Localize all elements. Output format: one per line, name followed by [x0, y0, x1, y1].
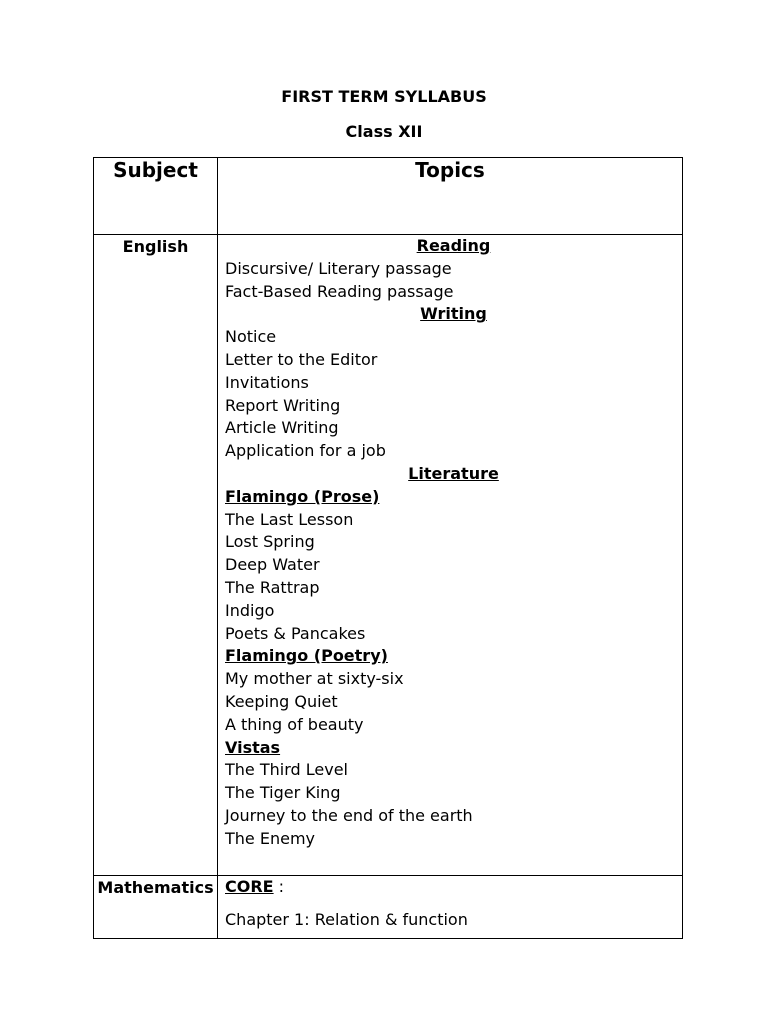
table-row-english: [94, 235, 683, 876]
list-item: Letter to the Editor: [225, 349, 378, 369]
subject-cell-mathematics: Mathematics: [94, 875, 218, 938]
core-suffix: :: [273, 876, 285, 896]
list-item: Chapter 1: Relation & function: [225, 909, 468, 929]
list-item: Deep Water: [225, 555, 320, 575]
list-item: Invitations: [225, 372, 309, 392]
list-item: Poets & Pancakes: [225, 623, 366, 643]
table-row-mathematics: [94, 875, 683, 938]
list-item: Keeping Quiet: [225, 691, 338, 711]
subject-cell-english: English: [94, 235, 218, 876]
section-heading-reading: Reading: [416, 236, 491, 255]
subheading-vistas: Vistas: [225, 737, 281, 757]
list-item: Lost Spring: [225, 532, 315, 552]
list-item: The Third Level: [225, 760, 348, 780]
topics-cell-english: [218, 235, 683, 876]
header-row: [94, 158, 683, 235]
core-line: [225, 876, 682, 898]
list-item: Discursive/ Literary passage: [225, 258, 452, 278]
class-label: Class XII: [345, 122, 423, 141]
section-heading-literature: Literature: [408, 463, 499, 483]
list-item: Notice: [225, 327, 277, 347]
list-item: The Rattrap: [225, 577, 320, 597]
list-item: The Last Lesson: [225, 509, 354, 529]
syllabus-table: [93, 157, 683, 939]
list-item: Article Writing: [225, 418, 339, 438]
subheading-prose: Flamingo (Prose): [225, 486, 380, 506]
list-item: The Enemy: [225, 828, 315, 848]
core-label: CORE: [225, 876, 274, 896]
list-item: A thing of beauty: [225, 714, 364, 734]
list-item: Fact-Based Reading passage: [225, 281, 454, 301]
subject-header: Subject: [94, 158, 218, 235]
section-heading-writing: Writing: [420, 304, 487, 324]
list-item: My mother at sixty-six: [225, 669, 404, 689]
subheading-poetry: Flamingo (Poetry): [225, 646, 388, 666]
document-title: FIRST TERM SYLLABUS: [281, 87, 487, 106]
list-item: Indigo: [225, 600, 275, 620]
list-item: The Tiger King: [225, 783, 341, 803]
list-item: Journey to the end of the earth: [225, 805, 473, 825]
topics-header: Topics: [218, 158, 683, 235]
list-item: Report Writing: [225, 395, 341, 415]
list-item: Application for a job: [225, 441, 386, 461]
topics-cell-mathematics: [218, 875, 683, 938]
